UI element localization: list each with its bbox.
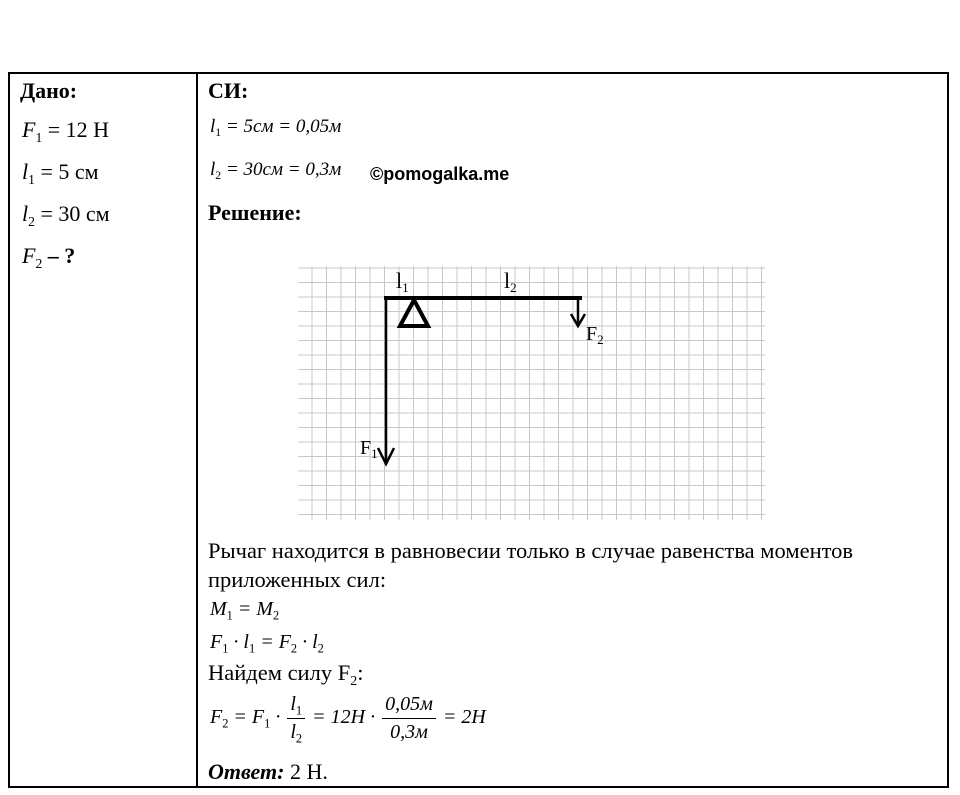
- lever-diagram: [290, 262, 770, 524]
- grid-paper: [298, 266, 765, 520]
- fraction-l1-l2: $\frac{l_1}{l_2}$: [287, 693, 305, 744]
- column-divider: [196, 72, 198, 788]
- answer: Ответ: 2 Н.: [208, 759, 328, 784]
- given-item-f2-unknown: $F_2$ – ?: [22, 243, 76, 271]
- given-item-l1: $l_1 = 5$ см: [22, 159, 99, 187]
- si-line-l1: $l_1 = 5см = 0,05м$: [210, 116, 342, 140]
- given-header: Дано:: [20, 78, 78, 103]
- given-item-f1: $F_1 = 12$ Н: [22, 117, 110, 145]
- equation-moments: $M_1 = M_2$: [210, 598, 280, 623]
- label-f1: $F_1$: [360, 437, 378, 461]
- given-item-l2: $l_2 = 30$ см: [22, 201, 110, 229]
- si-line-l2: $l_2 = 30см = 0,3м$: [210, 159, 342, 183]
- equation-forces: $F_1 \cdot l_1 = F_2 \cdot l_2$: [210, 631, 324, 656]
- label-f2: $F_2$: [586, 323, 604, 347]
- find-force-text: Найдем силу $F_2$:: [208, 660, 364, 689]
- fraction-values: $\frac{0,05м}{0,3м}$: [382, 693, 436, 744]
- label-l2: l2: [504, 268, 517, 295]
- solution-text: Рычаг находится в равновесии только в случае равенства моментов приложенных сил:: [208, 538, 854, 592]
- label-l1: l1: [396, 268, 409, 295]
- equation-final: $F_2 = F_1$ · $\frac{l_1}{l_2}$ = 12Н · $\frac{0,05м}{0,3м}$ = 2Н: [210, 693, 486, 746]
- watermark: ©pomogalka.me: [370, 164, 510, 184]
- si-header: СИ:: [208, 78, 249, 103]
- solution-header: Решение:: [208, 200, 302, 225]
